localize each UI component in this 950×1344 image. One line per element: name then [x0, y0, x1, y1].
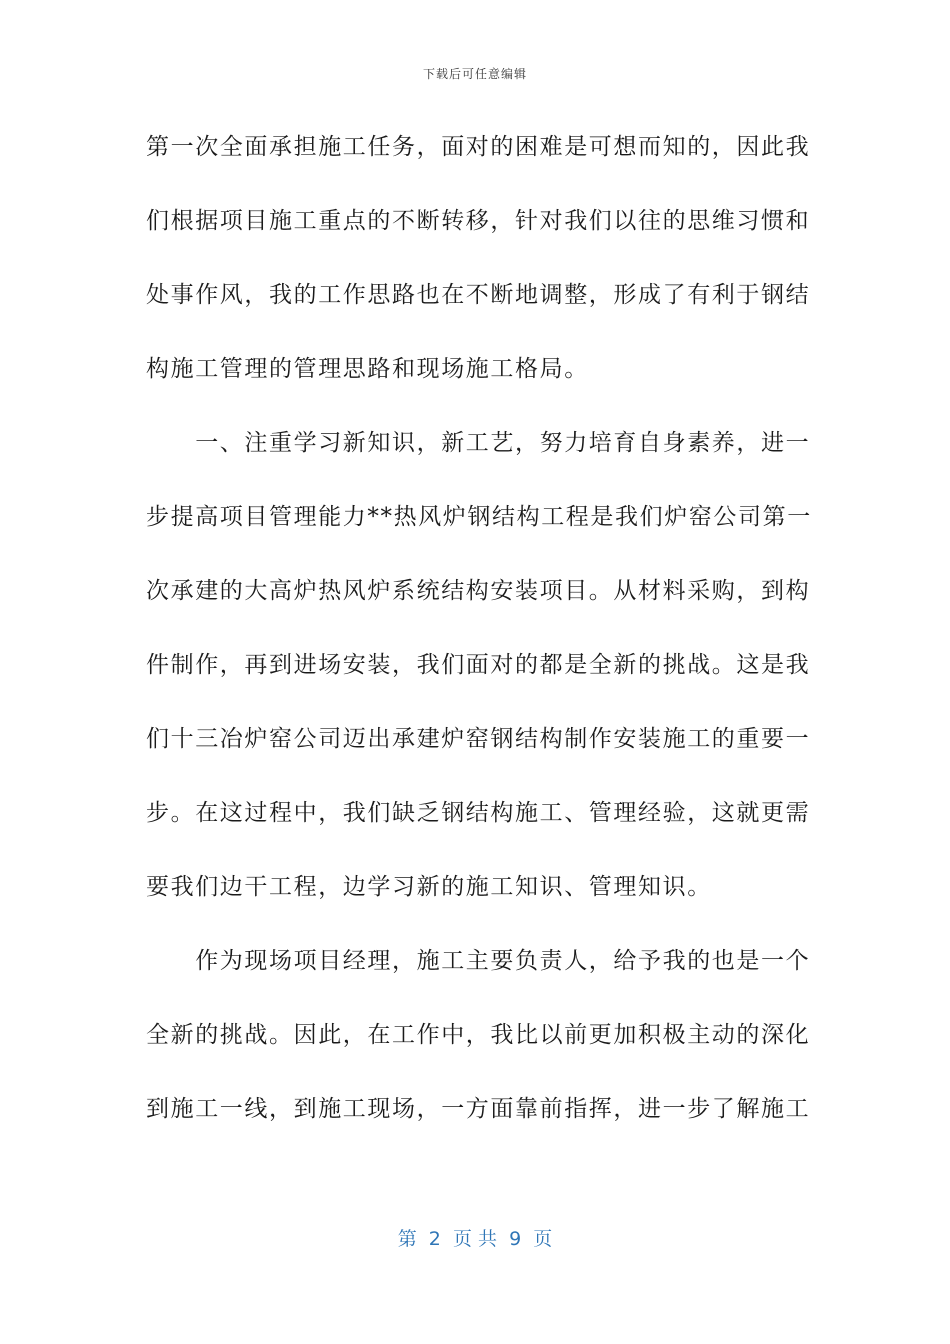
text-line: 到施工一线，到施工现场，一方面靠前指挥，进一步了解施工: [146, 1096, 811, 1122]
text-line: 们根据项目施工重点的不断转移，针对我们以往的思维习惯和: [146, 208, 811, 234]
text-line: 们十三冶炉窑公司迈出承建炉窑钢结构制作安装施工的重要一: [146, 726, 811, 752]
text-line: 步。在这过程中，我们缺乏钢结构施工、管理经验，这就更需: [146, 800, 811, 826]
text-line: 件制作，再到进场安装，我们面对的都是全新的挑战。这是我: [146, 652, 811, 678]
text-line: 处事作风，我的工作思路也在不断地调整，形成了有利于钢结: [146, 282, 811, 308]
text-line: 构施工管理的管理思路和现场施工格局。: [146, 356, 589, 382]
document-body: [146, 127, 812, 1163]
text-line: 要我们边干工程，边学习新的施工知识、管理知识。: [146, 874, 712, 900]
text-line: 第一次全面承担施工任务，面对的困难是可想而知的，因此我: [146, 134, 811, 160]
text-line: 作为现场项目经理，施工主要负责人，给予我的也是一个: [146, 948, 811, 974]
text-line: 步提高项目管理能力**热风炉钢结构工程是我们炉窑公司第一: [146, 504, 812, 530]
page-header: 下载后可任意编辑: [422, 67, 527, 81]
text-line: 一、注重学习新知识，新工艺，努力培育自身素养，进一: [146, 430, 811, 456]
page-number-footer: 第 2 页 共 9 页: [397, 1228, 553, 1250]
text-line: 次承建的大高炉热风炉系统结构安装项目。从材料采购，到构: [146, 578, 811, 604]
text-line: 全新的挑战。因此，在工作中，我比以前更加积极主动的深化: [146, 1022, 811, 1048]
